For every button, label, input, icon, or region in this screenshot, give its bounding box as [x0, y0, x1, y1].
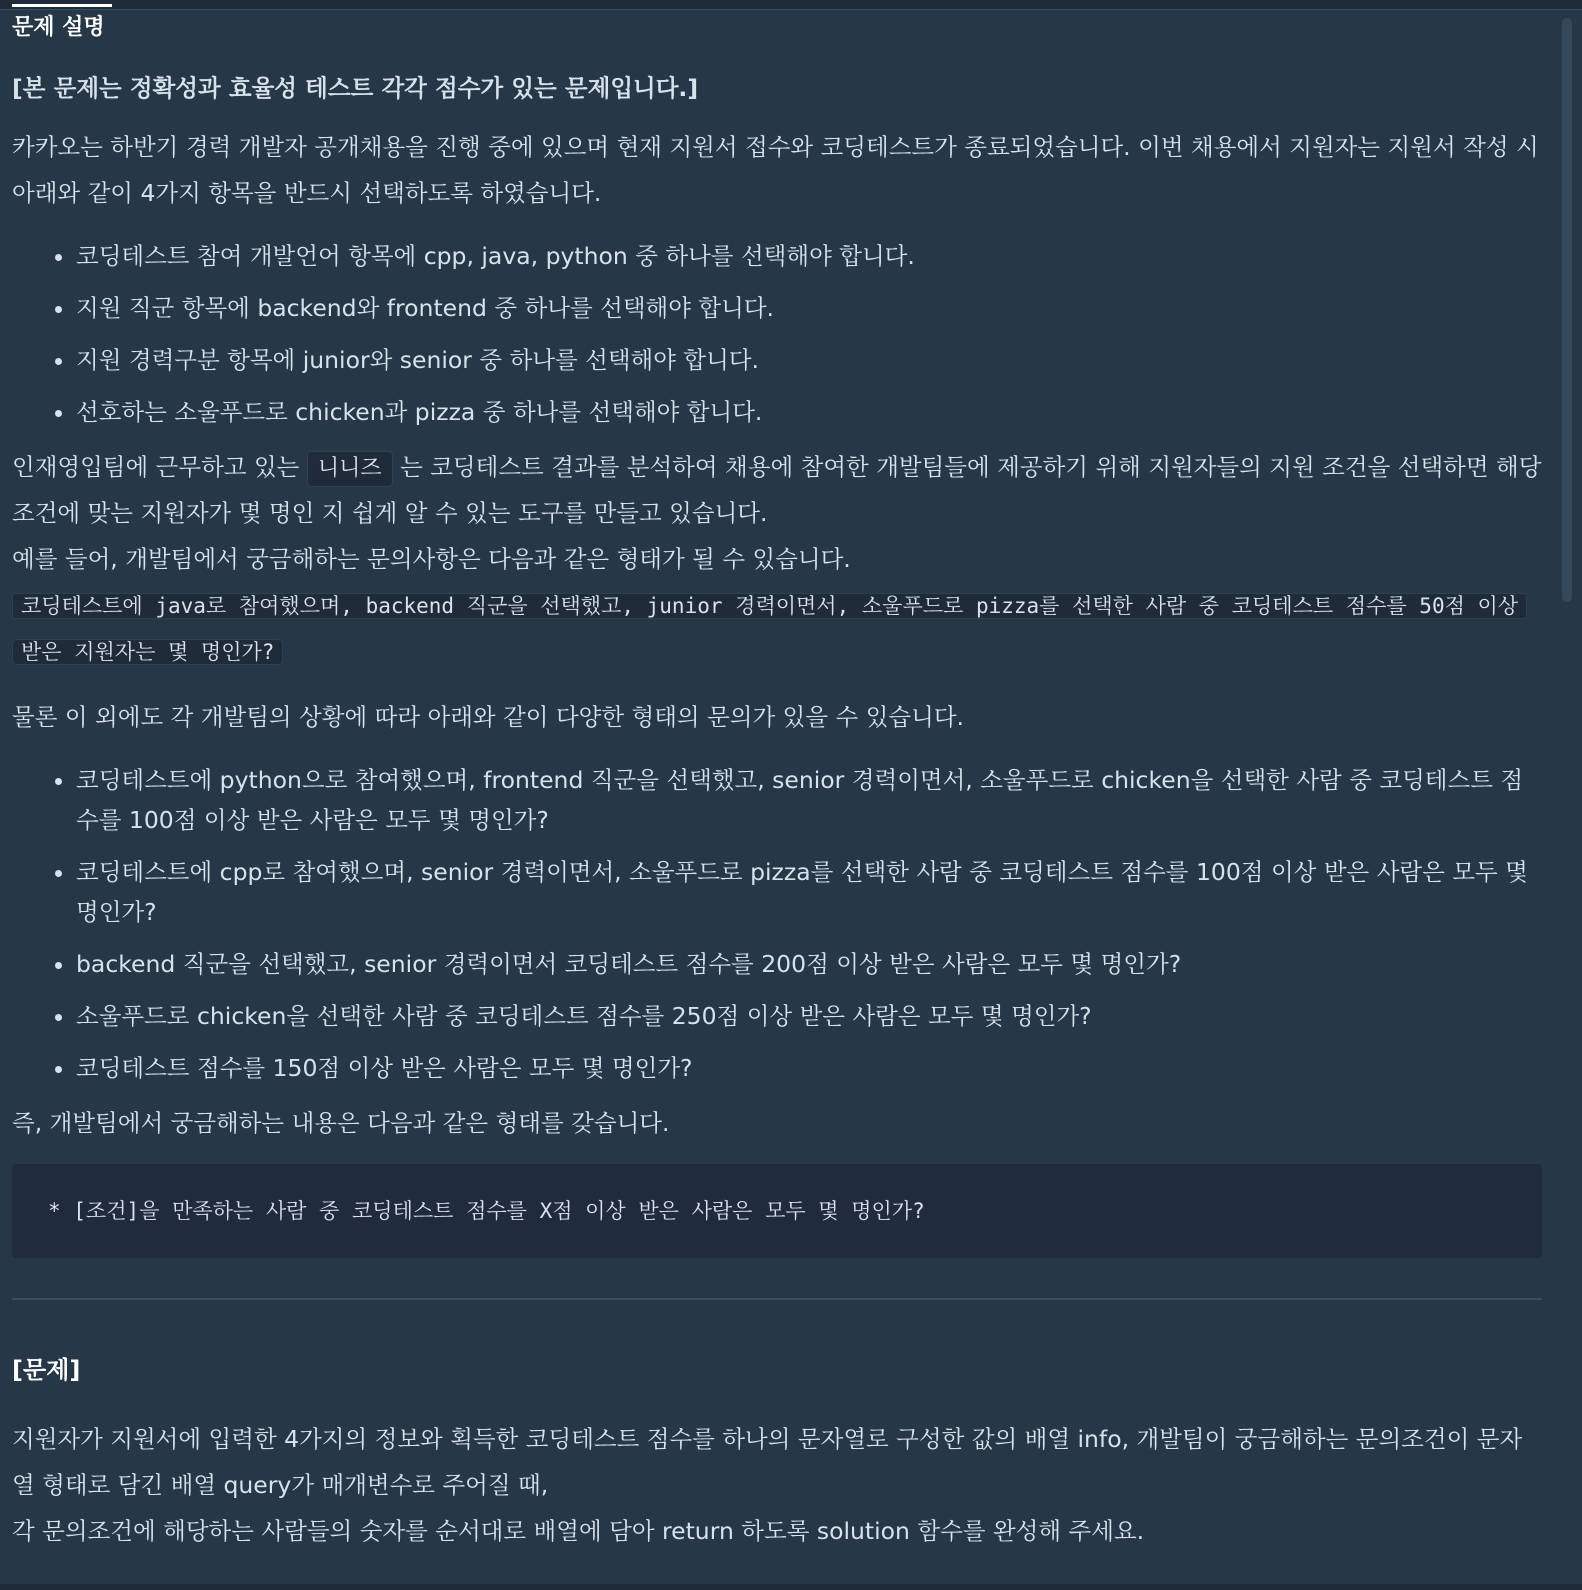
list-item: • backend 직군을 선택했고, senior 경력이면서 코딩테스트 점수를 200점 이상 받은 사람은 모두 몇 명인가?: [76, 944, 1542, 984]
problem-statement: 지원자가 지원서에 입력한 4가지의 정보와 획득한 코딩테스트 점수를 하나의 문자열로 구성한 값의 배열 info, 개발팀이 궁금해하는 문의조건이 문자열 형태로 담긴 배열 query가 매개변수로 주어질 때,: [12, 1425, 1523, 1499]
list-item: • 코딩테스트 점수를 150점 이상 받은 사람은 모두 몇 명인가?: [76, 1048, 1542, 1088]
list-item: • 소울푸드로 chicken을 선택한 사람 중 코딩테스트 점수를 250점 이상 받은 사람은 모두 몇 명인가?: [76, 996, 1542, 1036]
top-border: [0, 0, 1582, 10]
paragraph-tool: [12, 444, 1542, 536]
list-item: • 코딩테스트에 python으로 참여했으며, frontend 직군을 선택했고, senior 경력이면서, 소울푸드로 chicken을 선택한 사람 중 코딩테스트 점수를 100점 이상 받은 사람은 모두 몇 명인가?: [76, 760, 1542, 840]
paragraph-tool-after: 는 코딩테스트 결과를 분석하여 채용에 참여한 개발팀들에 제공하기 위해 지원자들의 지원 조건을 선택하면 해당 조건에 맞는 지원자가 몇 명인 지 쉽게 알 수 있는 도구를 만들고 있습니다.: [12, 453, 1542, 527]
tab-problem-description[interactable]: [12, 4, 112, 39]
divider: [12, 1298, 1542, 1300]
problem-heading: [문제]: [12, 1356, 81, 1384]
scrollbar[interactable]: [1562, 18, 1572, 602]
paragraph-various: 물론 이 외에도 각 개발팀의 상황에 따라 아래와 같이 다양한 형태의 문의가 있을 수 있습니다.: [12, 703, 964, 731]
code-block: * [조건]을 만족하는 사람 중 코딩테스트 점수를 X점 이상 받은 사람은 모두 몇 명인가?: [12, 1164, 1542, 1258]
criteria-list: [12, 236, 1542, 432]
example-code: 코딩테스트에 java로 참여했으며, backend 직군을 선택했고, junior 경력이면서, 소울푸드로 pizza를 선택한 사람 중 코딩테스트 점수를 50점 이상 받은 지원자는 몇 명인가?: [12, 593, 1527, 665]
example-code-para: [12, 582, 1542, 674]
query-list: [12, 760, 1542, 1088]
paragraph-tool-before: 인재영입팀에 근무하고 있는: [12, 453, 307, 481]
tab-label: 문제 설명: [12, 15, 105, 40]
list-item: • 코딩테스트 참여 개발언어 항목에 cpp, java, python 중 하나를 선택해야 합니다.: [76, 236, 1542, 276]
intro-notice: [본 문제는 정확성과 효율성 테스트 각각 점수가 있는 문제입니다.]: [12, 74, 699, 102]
list-item: • 지원 경력구분 항목에 junior와 senior 중 하나를 선택해야 합니다.: [76, 340, 1542, 380]
problem-content: [12, 56, 1542, 1554]
paragraph-example-intro: 예를 들어, 개발팀에서 궁금해하는 문의사항은 다음과 같은 형태가 될 수 있습니다.: [12, 545, 851, 573]
paragraph-recruitment: 카카오는 하반기 경력 개발자 공개채용을 진행 중에 있으며 현재 지원서 접수와 코딩테스트가 종료되었습니다. 이번 채용에서 지원자는 지원서 작성 시 아래와 같이 4가지 항목을 반드시 선택하도록 하였습니다.: [12, 133, 1539, 207]
bottom-border: [0, 1584, 1582, 1590]
list-item: • 선호하는 소울푸드로 chicken과 pizza 중 하나를 선택해야 합니다.: [76, 392, 1542, 432]
problem-statement-2: 각 문의조건에 해당하는 사람들의 숫자를 순서대로 배열에 담아 return 하도록 solution 함수를 완성해 주세요.: [12, 1517, 1145, 1545]
name-code: 니니즈: [307, 451, 393, 487]
paragraph-summary: 즉, 개발팀에서 궁금해하는 내용은 다음과 같은 형태를 갖습니다.: [12, 1109, 670, 1137]
list-item: • 지원 직군 항목에 backend와 frontend 중 하나를 선택해야 합니다.: [76, 288, 1542, 328]
list-item: • 코딩테스트에 cpp로 참여했으며, senior 경력이면서, 소울푸드로 pizza를 선택한 사람 중 코딩테스트 점수를 100점 이상 받은 사람은 모두 몇 명인가?: [76, 852, 1542, 932]
